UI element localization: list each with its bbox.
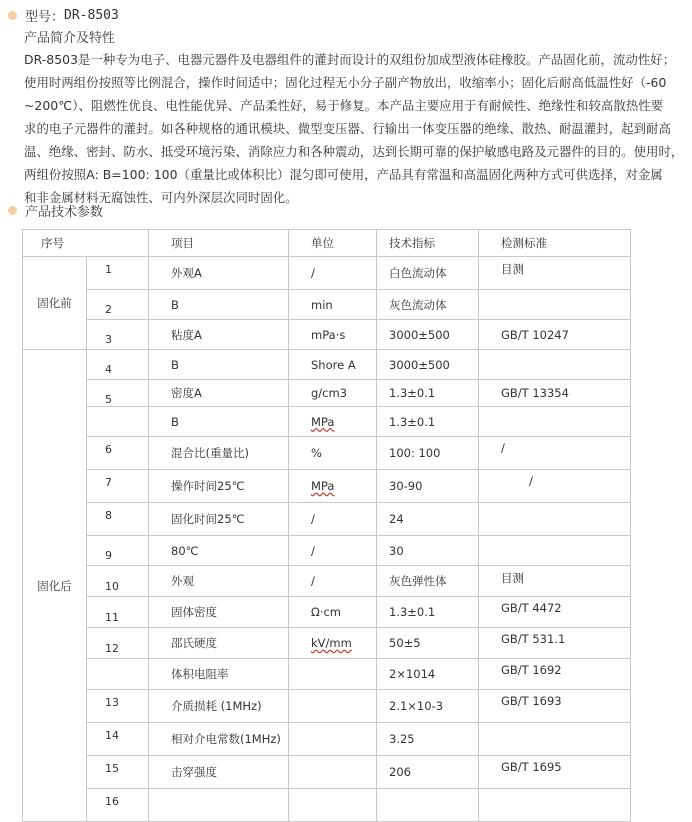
table-row (23, 380, 631, 407)
row-no: 1 (87, 257, 149, 290)
row-spec: 100: 100 (377, 437, 479, 470)
row-spec (377, 789, 479, 822)
row-spec: 白色流动体 (377, 257, 479, 290)
row-std: GB/T 10247 (479, 320, 631, 350)
group-after: 固化后 (23, 350, 87, 822)
row-std (479, 407, 631, 437)
table-row (23, 690, 631, 723)
row-unit: Shore A (289, 350, 377, 380)
row-unit (289, 756, 377, 789)
row-item: 粘度A (149, 320, 289, 350)
row-std: GB/T 1693 (479, 690, 631, 723)
row-spec: 50±5 (377, 628, 479, 659)
intro-line: 和非金属材料无腐蚀性、可内外深层次同时固化。 (24, 190, 298, 205)
intro-line: 求的电子元器件的灌封。如各种规格的通讯模块、微型变压器、行输出一体变压器的绝缘、散热、耐温灌封，起到耐高 (24, 121, 671, 136)
row-no (87, 659, 149, 690)
row-item: 混合比(重量比) (149, 437, 289, 470)
intro-line: 使用时两组份按照等比例混合，操作时间适中；固化过程无小分子副产物放出，收缩率小；固化后耐高低温性好（-60 (24, 75, 667, 90)
row-no: 13 (87, 690, 149, 723)
row-no: 11 (87, 597, 149, 628)
row-no: 14 (87, 723, 149, 756)
row-unit: Ω·cm (289, 597, 377, 628)
row-item: 操作时间25℃ (149, 470, 289, 503)
table-row (23, 659, 631, 690)
spec-title: 产品技术参数 (25, 205, 104, 220)
row-spec: 灰色弹性体 (377, 566, 479, 597)
row-unit: mPa·s (289, 320, 377, 350)
intro-line: 温、绝缘、密封、防水、抵受环境污染、消除应力和各种震动，达到长期可靠的保护敏感电路及元器件的目的。使用时， (24, 144, 684, 159)
row-unit-text: kV/mm (311, 636, 352, 650)
row-item: B (149, 350, 289, 380)
row-unit: / (289, 566, 377, 597)
intro-title: 产品简介及特性 (24, 31, 116, 46)
row-std: 目测 (479, 257, 631, 290)
row-std: GB/T 4472 (479, 597, 631, 628)
row-unit: g/cm3 (289, 380, 377, 407)
row-no: 10 (87, 566, 149, 597)
row-item: 介质损耗 (1MHz) (149, 690, 289, 723)
row-unit (289, 723, 377, 756)
table-row (23, 407, 631, 437)
row-no (87, 407, 149, 437)
row-std (479, 503, 631, 536)
table-row (23, 290, 631, 320)
row-no: 3 (87, 320, 149, 350)
header-std: 检测标准 (479, 230, 631, 257)
row-item: B (149, 407, 289, 437)
row-no: 4 (87, 350, 149, 380)
spec-table (22, 229, 631, 822)
row-item: 击穿强度 (149, 756, 289, 789)
row-spec: 24 (377, 503, 479, 536)
row-spec: 1.3±0.1 (377, 597, 479, 628)
header-unit: 单位 (289, 230, 377, 257)
table-row (23, 628, 631, 659)
row-spec: 3000±500 (377, 350, 479, 380)
table-row (23, 566, 631, 597)
row-no: 12 (87, 628, 149, 659)
row-unit (289, 659, 377, 690)
group-before: 固化前 (23, 257, 87, 350)
header-spec: 技术指标 (377, 230, 479, 257)
table-row (23, 597, 631, 628)
row-item: B (149, 290, 289, 320)
row-spec: 30 (377, 536, 479, 566)
row-unit: / (289, 536, 377, 566)
row-item: 80℃ (149, 536, 289, 566)
bullet-dot-icon (8, 11, 17, 20)
row-std: GB/T 13354 (479, 380, 631, 407)
intro-line: ~200℃）、阻燃性优良、电性能优异、产品柔性好，易于修复。本产品主要应用于有耐候性、绝缘性和较高散热性要 (24, 98, 664, 113)
row-unit-text: MPa (311, 414, 335, 429)
row-spec: 3000±500 (377, 320, 479, 350)
row-no: 15 (87, 756, 149, 789)
row-no: 6 (87, 437, 149, 470)
row-std: / (479, 470, 631, 503)
row-std: GB/T 531.1 (479, 628, 631, 659)
row-std: 目测 (479, 566, 631, 597)
model-heading (8, 6, 119, 25)
model-value: DR-8503 (64, 8, 119, 23)
row-no: 2 (87, 290, 149, 320)
row-std (479, 350, 631, 380)
row-std (479, 789, 631, 822)
row-item: 密度A (149, 380, 289, 407)
row-no: 16 (87, 789, 149, 822)
model-label: 型号： (25, 10, 65, 25)
table-header-row (23, 230, 631, 257)
row-item: 外观 (149, 566, 289, 597)
row-spec: 2.1×10-3 (377, 690, 479, 723)
row-unit-text: MPa (311, 479, 335, 493)
row-spec: 3.25 (377, 723, 479, 756)
bullet-dot-icon (8, 206, 17, 215)
row-unit: / (289, 257, 377, 290)
row-spec: 1.3±0.1 (377, 407, 479, 437)
row-unit: % (289, 437, 377, 470)
row-spec: 206 (377, 756, 479, 789)
row-item: 外观A (149, 257, 289, 290)
table-row (23, 437, 631, 470)
table-row (23, 503, 631, 536)
row-std: GB/T 1692 (479, 659, 631, 690)
intro-line: DR-8503是一种专为电子、电器元器件及电器组件的灌封而设计的双组份加成型液体硅橡胶。产品固化前，流动性好； (24, 52, 676, 67)
table-row (23, 789, 631, 822)
row-unit (289, 407, 377, 437)
row-item: 体积电阻率 (149, 659, 289, 690)
intro-paragraph (24, 48, 688, 209)
row-no: 7 (87, 470, 149, 503)
row-spec: 1.3±0.1 (377, 380, 479, 407)
row-item: 相对介电常数(1MHz) (149, 723, 289, 756)
row-item: 邵氏硬度 (149, 628, 289, 659)
row-unit: min (289, 290, 377, 320)
row-unit (289, 789, 377, 822)
row-item: 固体密度 (149, 597, 289, 628)
row-item: 固化时间25℃ (149, 503, 289, 536)
table-row (23, 257, 631, 290)
row-std: / (479, 437, 631, 470)
table-row (23, 536, 631, 566)
row-std (479, 723, 631, 756)
row-spec: 灰色流动体 (377, 290, 479, 320)
row-spec: 30-90 (377, 470, 479, 503)
row-no: 8 (87, 503, 149, 536)
intro-line: 两组份按照A: B=100: 100（重量比或体积比）混匀即可使用，产品具有常温和高温固化两种方式可供选择，对金属 (24, 167, 663, 182)
spec-heading (8, 201, 103, 220)
row-no: 9 (87, 536, 149, 566)
table-row (23, 320, 631, 350)
row-unit (289, 690, 377, 723)
row-item (149, 789, 289, 822)
header-no: 序号 (23, 230, 149, 257)
row-std: GB/T 1695 (479, 756, 631, 789)
header-item: 项目 (149, 230, 289, 257)
row-std (479, 290, 631, 320)
row-spec: 2×1014 (377, 659, 479, 690)
table-row (23, 350, 631, 380)
row-unit (289, 470, 377, 503)
row-std (479, 536, 631, 566)
row-no: 5 (87, 380, 149, 407)
table-row (23, 756, 631, 789)
row-unit: / (289, 503, 377, 536)
row-unit (289, 628, 377, 659)
table-row (23, 470, 631, 503)
table-row (23, 723, 631, 756)
